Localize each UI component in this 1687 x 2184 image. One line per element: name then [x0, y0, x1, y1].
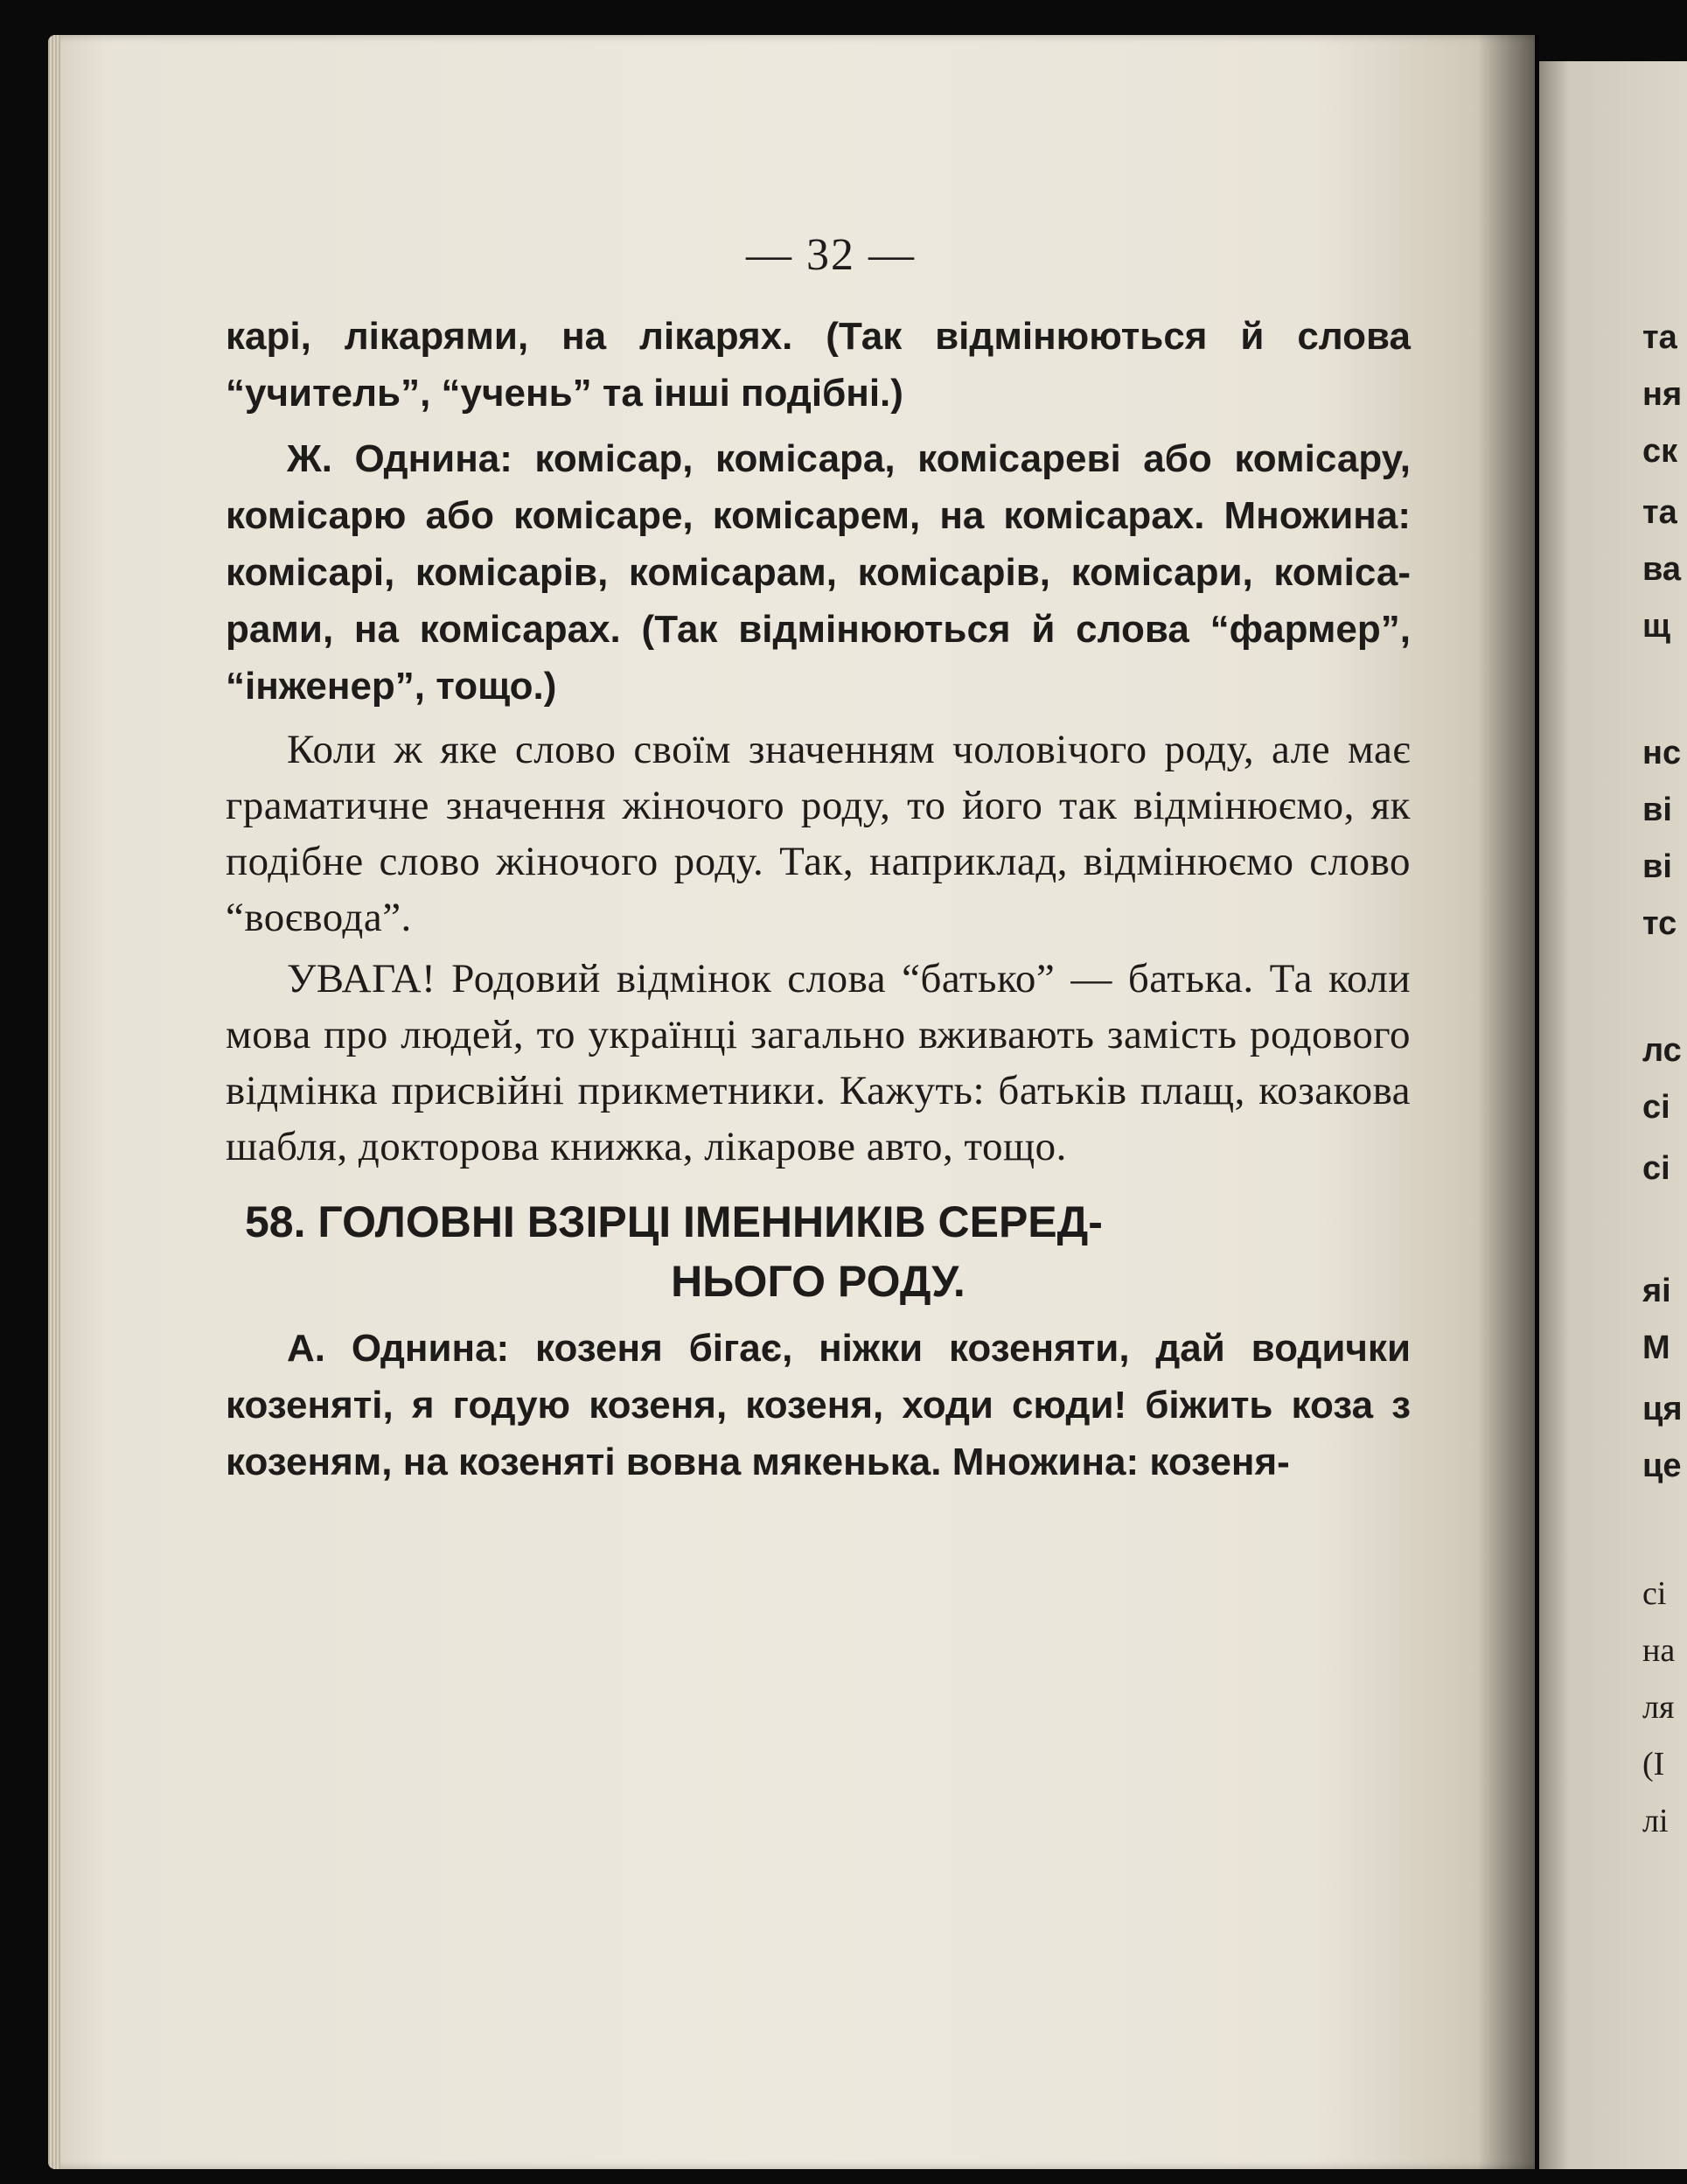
right-page-fragment: лс: [1642, 1032, 1682, 1069]
right-page-fragment: та: [1642, 319, 1677, 356]
right-page-fragment: лі: [1642, 1803, 1669, 1839]
paragraph-gender-note: Коли ж яке слово своїм значенням чоловічого роду, але має граматичне значення жіночого роду, то його так відмінюємо, як подібне слово жіночого роду. Так, наприклад, відмінюємо слово “воєвода”.: [226, 727, 1411, 940]
right-page-fragment: ві: [1642, 792, 1672, 828]
section-heading-line1: 58. ГОЛОВНІ ВЗІРЦІ ІМЕННИКІВ СЕРЕД-: [245, 1197, 1103, 1246]
right-page-fragment: яі: [1642, 1273, 1671, 1309]
right-page-fragment: тс: [1642, 905, 1677, 942]
right-page-fragment: нс: [1642, 735, 1682, 771]
section-heading: [226, 1192, 1411, 1311]
page-edges: [48, 35, 60, 2169]
right-page-fragment: ві: [1642, 848, 1672, 885]
right-page-fragment: сі: [1642, 1150, 1670, 1187]
right-page-fragment: та: [1642, 494, 1677, 531]
right-page-fragment: ня: [1642, 376, 1683, 413]
section-heading-line2: НЬОГО РОДУ.: [671, 1257, 965, 1306]
right-page: [1539, 61, 1687, 2169]
right-page-fragment: це: [1642, 1448, 1682, 1484]
page-body: [226, 308, 1411, 1490]
spine-shadow: [1478, 35, 1539, 2169]
paragraph-kozenia-declension: А. Однина: козеня бігає, ніжки козеняти, дай водички козеняті, я годую козеня, козеня, ходи сюди! біжить коза з козеням, на козеняті вовна мякенька. Множина: козеня-: [226, 1327, 1411, 1483]
right-page-fragment: ця: [1642, 1391, 1683, 1427]
right-page-fragment: на: [1642, 1632, 1676, 1669]
right-page-fragment: ск: [1642, 433, 1678, 470]
right-page-fragment: щ: [1642, 608, 1671, 645]
page-number: — 32 —: [746, 230, 916, 280]
right-page-fragment: сі: [1642, 1089, 1670, 1126]
paragraph-attention-note: УВАГА! Родовий відмінок слова “батько” — батька. Та коли мова про людей, то українці загально вживають замість родового відмінка присвійні прикметники. Кажуть: батьків плащ, козакова шабля, докторова книжка, лікарове авто, тощо.: [226, 956, 1411, 1169]
right-page-fragment: М: [1642, 1329, 1670, 1366]
right-page-fragment: (І: [1642, 1746, 1665, 1783]
right-page-fragment: сі: [1642, 1575, 1667, 1612]
paragraph-komisar-declension: Ж. Однина: комісар, комісара, комісареві або комісару, комісарю або комісаре, комісарем, на комісарах. Множина: комісарі, комісарів, комісарам, комісарів, комісари, комісарами, на комісарах. (Так відмінюються й слова “фармер”, “інженер”, тощо.): [226, 437, 1411, 708]
right-page-fragment: ва: [1642, 551, 1681, 588]
paragraph-noun-declension-end: карі, лікарями, на лікарях. (Так відмінюються й слова “учитель”, “учень” та інші подібні.): [226, 315, 1411, 415]
right-page-fragment: ля: [1642, 1689, 1675, 1726]
